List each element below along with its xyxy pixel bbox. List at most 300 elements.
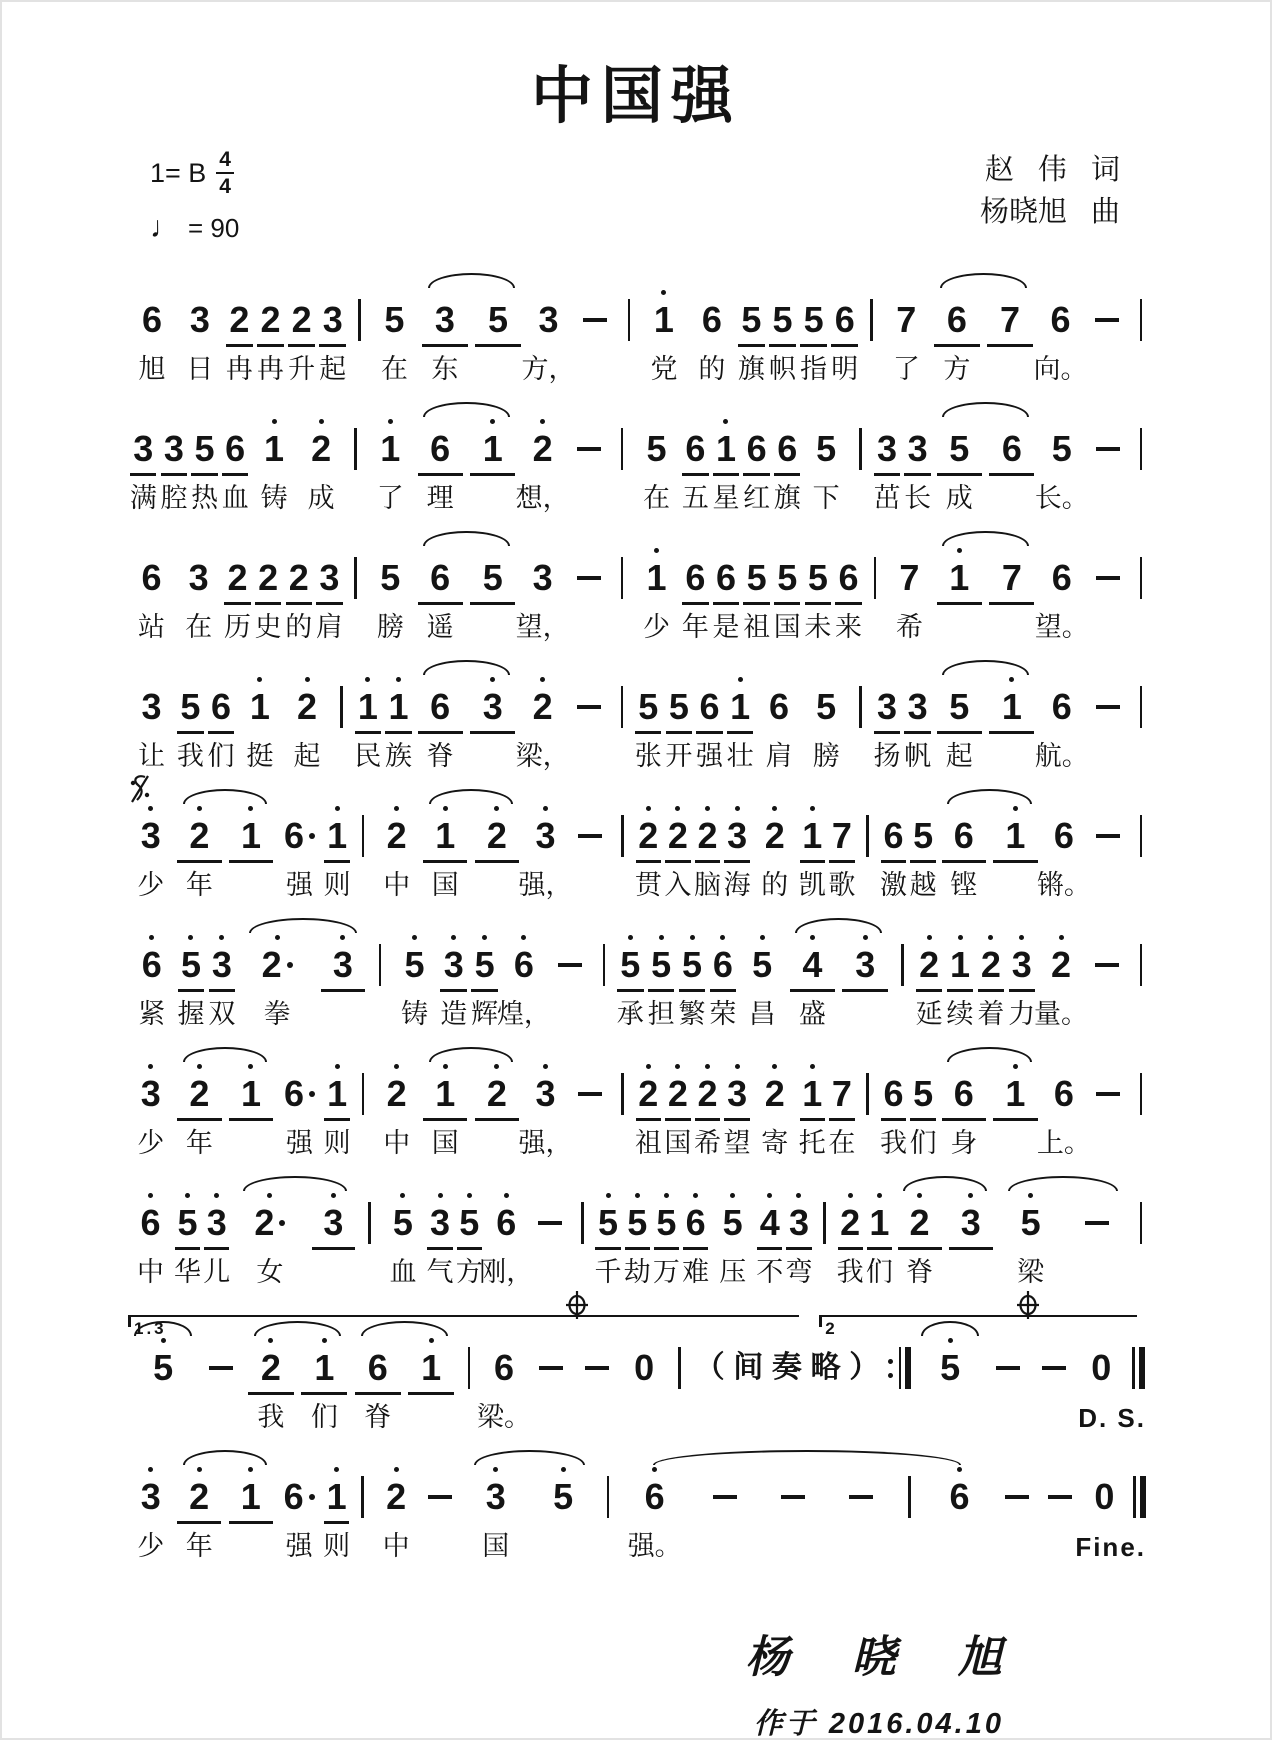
lyric-text: 长。: [1034, 483, 1089, 513]
note: 1: [990, 802, 1042, 904]
lyric-text: 铿: [950, 870, 978, 900]
lyric-text: 华: [174, 1257, 202, 1287]
text-note: （: [694, 1351, 725, 1384]
lyric-text: 开: [665, 741, 693, 771]
lyric-text: 年: [185, 1128, 213, 1158]
note: 7 希: [886, 544, 933, 646]
note: 5 们: [908, 1060, 938, 1162]
barline: [352, 1060, 374, 1162]
note: 3: [308, 1189, 358, 1291]
note: 2 延: [914, 931, 945, 1033]
lyric-text: 肩: [315, 612, 343, 642]
note: 6 五: [680, 415, 711, 517]
lyric-text: 星: [712, 483, 740, 513]
note: 2 国: [663, 1060, 693, 1162]
lyric-text: 脊: [906, 1257, 934, 1287]
note: 6 旭: [128, 286, 176, 388]
lyric-text: 祖: [743, 612, 771, 642]
note: 1 少: [633, 544, 680, 646]
lyric-text: 帜: [769, 354, 796, 384]
lyric-text: 国: [773, 612, 801, 642]
note: 1 了: [367, 415, 414, 517]
note: 3 肩: [314, 544, 345, 646]
fine-marking: Fine.: [1075, 1532, 1146, 1562]
lyric-text: 中: [136, 1257, 164, 1287]
lyric-text: 煌，: [496, 999, 551, 1029]
lyric-text: 则: [323, 1531, 351, 1561]
note: 6 身: [938, 1060, 990, 1162]
note: 3 强，: [523, 1060, 569, 1162]
slur-group: [414, 544, 519, 646]
composer-credit: 杨晓旭 曲: [979, 196, 1120, 229]
barline: [369, 931, 391, 1033]
dash-continuation: [548, 931, 593, 1033]
lyric-text: 脊: [426, 741, 454, 771]
lyric-text: 则: [323, 870, 351, 900]
barline: [895, 1463, 924, 1565]
note: 5 华: [173, 1189, 202, 1291]
music-system: [128, 269, 1152, 388]
lyric-text: 望，: [515, 612, 570, 642]
rest-note: 0: [1094, 1476, 1115, 1517]
note: 3 少: [128, 1060, 174, 1162]
note: 1: [990, 1060, 1042, 1162]
lyric-text: 少: [137, 870, 165, 900]
note: 5 梁: [996, 1189, 1065, 1291]
note: 6 强: [277, 1060, 323, 1162]
slur-group: [414, 415, 519, 517]
barline: [331, 673, 353, 775]
note: 6 旗: [772, 415, 803, 517]
note: 3 望，: [519, 544, 566, 646]
lyric-text: 帆: [904, 741, 932, 771]
lyric-text: 铸: [401, 999, 429, 1029]
note: 2 祖: [634, 1060, 664, 1162]
note: 5 承: [615, 931, 646, 1033]
music-area: [2, 245, 1270, 1565]
note: 3 扬: [872, 673, 903, 775]
slur-group: [174, 802, 277, 904]
barline: [857, 802, 879, 904]
note: 5 帜: [767, 286, 798, 388]
slur-group: [419, 1060, 522, 1162]
barline: [611, 673, 633, 775]
note: 6 紧: [128, 931, 176, 1033]
note: 5 握: [176, 931, 207, 1033]
lyric-text: 紧: [138, 999, 166, 1029]
lyric-text: 挺: [246, 741, 274, 771]
lyric-text: 指: [800, 354, 828, 384]
credits-block: [980, 149, 1120, 233]
lyric-text: 遥: [426, 612, 454, 642]
lyric-text: 膀: [812, 741, 840, 771]
note: 5 未: [803, 544, 834, 646]
lyric-text: 贯: [634, 870, 662, 900]
lyric-text: 造: [440, 999, 468, 1029]
note: 5 担: [646, 931, 677, 1033]
note: 1: [225, 1463, 277, 1565]
note: 2 年: [173, 1463, 225, 1565]
note: 6 强。: [619, 1463, 691, 1565]
note: 1: [404, 1334, 457, 1436]
repeat-barline: [884, 1334, 915, 1436]
note: 1 们: [865, 1189, 894, 1291]
note: 5 成: [933, 415, 986, 517]
note: 3 在: [175, 544, 222, 646]
lyric-text: 想，: [515, 483, 570, 513]
song-title: 中国强: [530, 62, 741, 131]
lyric-text: 千: [594, 1257, 622, 1287]
lyric-text: 气: [426, 1257, 454, 1287]
lyric-text: 入: [664, 870, 692, 900]
music-system: [128, 1043, 1152, 1162]
note: 3 帆: [902, 673, 933, 775]
note: 2 冉: [224, 286, 255, 388]
slur-group: [231, 1189, 358, 1291]
lyric-text: 我: [880, 1128, 908, 1158]
note: 7 歌: [827, 802, 857, 904]
slur-group: [996, 1189, 1130, 1291]
score-meta: [2, 135, 1270, 245]
note: 6 血: [220, 415, 251, 517]
rest-note: 0: [1091, 1347, 1112, 1388]
note: 6 的: [688, 286, 736, 388]
note: 3 国: [462, 1463, 529, 1565]
lyric-text: 我: [176, 741, 204, 771]
lyric-text: 党: [650, 354, 678, 384]
note: 2 量。: [1037, 931, 1085, 1033]
lyric-text: 的: [761, 870, 789, 900]
note: 3 起: [317, 286, 348, 388]
dash-continuation: [1087, 1060, 1130, 1162]
note: 6 铿: [938, 802, 990, 904]
tempo-value: = 90: [188, 212, 240, 243]
lyric-text: 血: [221, 483, 249, 513]
note: 5 膀: [803, 673, 850, 775]
barline: [597, 1463, 619, 1565]
note: 5 开: [664, 673, 695, 775]
note: 2 入: [663, 802, 693, 904]
note: 5 国: [772, 544, 803, 646]
lyric-text: 身: [950, 1128, 978, 1158]
lyric-text: 们: [207, 741, 235, 771]
lyric-text: 茁: [873, 483, 901, 513]
lyric-text: 强，: [518, 870, 573, 900]
note: 4 不: [755, 1189, 784, 1291]
note: 3 气: [425, 1189, 454, 1291]
note: 3 长: [902, 415, 933, 517]
note: 7 了: [882, 286, 930, 388]
lyric-text: 我: [257, 1402, 285, 1432]
lyric-text: 方: [455, 1257, 483, 1287]
note: 5 血: [380, 1189, 425, 1291]
note: 1 族: [383, 673, 414, 775]
lyric-text: 脑: [694, 870, 722, 900]
barline: [618, 286, 640, 388]
slur-group: [462, 1463, 597, 1565]
lyric-text: 握: [177, 999, 205, 1029]
lyric-text: 繁: [678, 999, 706, 1029]
barline: [571, 1189, 593, 1291]
lyric-text: 脊: [364, 1402, 392, 1432]
dash-continuation: [198, 1334, 244, 1436]
note: 5 膀: [367, 544, 414, 646]
lyric-text: 中: [383, 1128, 411, 1158]
slur-group: [619, 1463, 995, 1565]
lyric-text: 旭: [138, 354, 166, 384]
note: 5: [915, 1334, 985, 1436]
note: 6 我: [879, 1060, 909, 1162]
lyric-text: 肩: [765, 741, 793, 771]
lyric-text: 托: [798, 1128, 826, 1158]
quarter-note-icon: ♩: [150, 211, 180, 244]
note: 6: [986, 415, 1039, 517]
note: 3 造: [438, 931, 469, 1033]
note: 2 希: [693, 1060, 723, 1162]
note: 3 强，: [523, 802, 569, 904]
note: 6 来: [833, 544, 864, 646]
lyric-text: 拳: [263, 999, 291, 1029]
lyric-text: 梁，: [515, 741, 570, 771]
lyric-text: 热: [191, 483, 219, 513]
note: 6 明: [829, 286, 860, 388]
lyric-text: 则: [323, 1128, 351, 1158]
lyric-text: 强。: [627, 1531, 682, 1561]
lyric-text: 压: [719, 1257, 747, 1287]
note: 1: [225, 802, 277, 904]
note: 6 红: [741, 415, 772, 517]
note: 1 国: [419, 802, 471, 904]
dash-continuation: [995, 1463, 1038, 1565]
lyric-text: 起: [945, 741, 973, 771]
lyric-text: 日: [186, 354, 214, 384]
footer-block: [2, 1621, 1270, 1740]
note: 5 在: [633, 415, 680, 517]
note: 3: [839, 931, 892, 1033]
lyric-text: 祖: [634, 1128, 662, 1158]
note: 3 力: [1006, 931, 1037, 1033]
lyric-text: 劫: [623, 1257, 651, 1287]
note: 3 茁: [872, 415, 903, 517]
note: 6 梁。: [480, 1334, 528, 1436]
lyric-text: 儿: [203, 1257, 231, 1287]
note: 1 星: [711, 415, 742, 517]
dash-continuation: [566, 673, 611, 775]
music-system: [128, 1446, 1152, 1565]
lyric-text: 张: [634, 741, 662, 771]
barline: [348, 286, 370, 388]
lyric-text: 国: [482, 1531, 510, 1561]
note: 2 历: [222, 544, 253, 646]
volta-bracket-1: 1.3: [128, 1315, 799, 1329]
barline: [1130, 415, 1152, 517]
lyric-text: 旗: [773, 483, 801, 513]
note: 1: [986, 673, 1039, 775]
ds-marking: D. S.: [1078, 1403, 1146, 1433]
note: 5 旗: [736, 286, 767, 388]
music-system: [128, 1172, 1152, 1291]
note: 5: [466, 544, 519, 646]
note: 2 的: [283, 544, 314, 646]
lyric-text: 来: [834, 612, 862, 642]
lyric-text: 望: [723, 1128, 751, 1158]
barline: [612, 1060, 634, 1162]
note: 2 中: [374, 1060, 420, 1162]
lyric-text: 满: [129, 483, 157, 513]
note: 1 国: [419, 1060, 471, 1162]
lyric-text: 壮: [726, 741, 754, 771]
slur-group: [173, 1463, 276, 1565]
note: 6: [924, 1463, 996, 1565]
dash-continuation: [1084, 286, 1130, 388]
lyric-text: 强: [285, 1531, 313, 1561]
lyric-text: 承: [616, 999, 644, 1029]
note: 5 指: [798, 286, 829, 388]
lyric-text: 强: [286, 870, 314, 900]
note: 3 日: [176, 286, 224, 388]
note: 3 儿: [202, 1189, 231, 1291]
note: 6 们: [206, 673, 237, 775]
text-note: 略: [810, 1351, 841, 1384]
lyric-text: 年: [681, 612, 709, 642]
note: 5 劫: [623, 1189, 652, 1291]
lyric-text: 方: [943, 354, 971, 384]
slur-group: [915, 1334, 985, 1436]
dash-continuation: [1031, 1334, 1077, 1436]
note: 5: [128, 1334, 198, 1436]
note: 5 万: [652, 1189, 681, 1291]
note: 5: [529, 1463, 596, 1565]
note: 5 在: [370, 286, 418, 388]
note: 1 党: [640, 286, 688, 388]
barline: [612, 802, 634, 904]
key-label: 1= B: [150, 157, 207, 188]
note: 2 拳: [237, 931, 317, 1033]
note: 5 热: [189, 415, 220, 517]
note: 7: [986, 544, 1039, 646]
lyric-text: 在: [380, 354, 408, 384]
time-signature-numerator: 4: [216, 149, 234, 174]
music-system: [128, 527, 1152, 646]
slur-group: [933, 544, 1038, 646]
note: 2: [471, 802, 523, 904]
note: 6 方: [930, 286, 983, 388]
note: 3 让: [128, 673, 175, 775]
note: 1 挺: [236, 673, 283, 775]
lyric-text: 辉: [471, 999, 499, 1029]
dash-continuation: [568, 1060, 611, 1162]
dash-continuation: [985, 1334, 1031, 1436]
note: 1: [466, 415, 519, 517]
lyric-text: 成: [945, 483, 973, 513]
note: 6 上。: [1041, 1060, 1087, 1162]
lyric-text: 国: [664, 1128, 692, 1158]
dash-continuation: [827, 1463, 895, 1565]
note: 3 双: [206, 931, 237, 1033]
note: 1 铸: [251, 415, 298, 517]
lyric-text: 让: [138, 741, 166, 771]
lyric-text: 民: [354, 741, 382, 771]
dash-continuation: [529, 1189, 572, 1291]
slur-group: [894, 1189, 996, 1291]
note: 1 凯: [798, 802, 828, 904]
lyric-text: 希: [895, 612, 923, 642]
lyric-text: 难: [682, 1257, 710, 1287]
lyric-text: 刚，: [479, 1257, 534, 1287]
tempo-marking: [150, 211, 239, 245]
barline: [1130, 1189, 1152, 1291]
slur-group: [938, 802, 1041, 904]
lyric-text: 理: [426, 483, 454, 513]
key-tempo-block: [150, 149, 239, 245]
lyric-text: 少: [137, 1531, 165, 1561]
lyric-text: 在: [185, 612, 213, 642]
note: 2 女: [231, 1189, 308, 1291]
lyric-text: 起: [293, 741, 321, 771]
lyric-text: 们: [909, 1128, 937, 1158]
barline: [1130, 1060, 1152, 1162]
note: 2 梁，: [519, 673, 566, 775]
note: 6 向。: [1037, 286, 1085, 388]
lyric-text: 凯: [798, 870, 826, 900]
lyric-text: 年: [185, 1531, 213, 1561]
composer-signature: 杨 晓 旭: [745, 1633, 1006, 1682]
barline: [857, 1060, 879, 1162]
note: 3 腔: [159, 415, 190, 517]
barline: [1130, 544, 1152, 646]
note: 2 脊: [894, 1189, 945, 1291]
barline: [593, 931, 615, 1033]
dash-continuation: [528, 1334, 574, 1436]
lyric-text: 锵。: [1036, 870, 1091, 900]
lyric-text: 在: [642, 483, 670, 513]
note: 1 们: [298, 1334, 351, 1436]
note: 6 刚，: [484, 1189, 529, 1291]
note: 6 遥: [414, 544, 467, 646]
barline: [352, 802, 374, 904]
note: 3: [317, 931, 369, 1033]
barline: [1130, 286, 1152, 388]
lyric-text: 弯: [785, 1257, 813, 1287]
note: 2 史: [253, 544, 284, 646]
slur-group: [414, 673, 519, 775]
dash-continuation: [1085, 544, 1130, 646]
note: 3 满: [128, 415, 159, 517]
lyric-text: 旗: [737, 354, 765, 384]
lyric-text: 史: [254, 612, 282, 642]
lyric-text: 站: [138, 612, 166, 642]
dash-continuation: [566, 544, 611, 646]
dash-continuation: [1085, 673, 1130, 775]
note: 5 铸: [391, 931, 439, 1033]
lyric-text: 着: [977, 999, 1005, 1029]
barline: [345, 544, 367, 646]
lyric-text: 们: [865, 1257, 893, 1287]
note: 6 荣: [707, 931, 738, 1033]
lyric-text: 腔: [160, 483, 188, 513]
note: 5 越: [908, 802, 938, 904]
note: 3 少: [128, 802, 174, 904]
slur-group: [786, 931, 892, 1033]
note: 6 脊: [414, 673, 467, 775]
lyric-text: 不: [756, 1257, 784, 1287]
lyric-text: 国: [431, 1128, 459, 1158]
lyric-text: 冉: [225, 354, 253, 384]
note: 2 中: [374, 802, 420, 904]
note: 5 昌: [738, 931, 786, 1033]
lyric-text: 强，: [518, 1128, 573, 1158]
lyric-text: 扬: [873, 741, 901, 771]
